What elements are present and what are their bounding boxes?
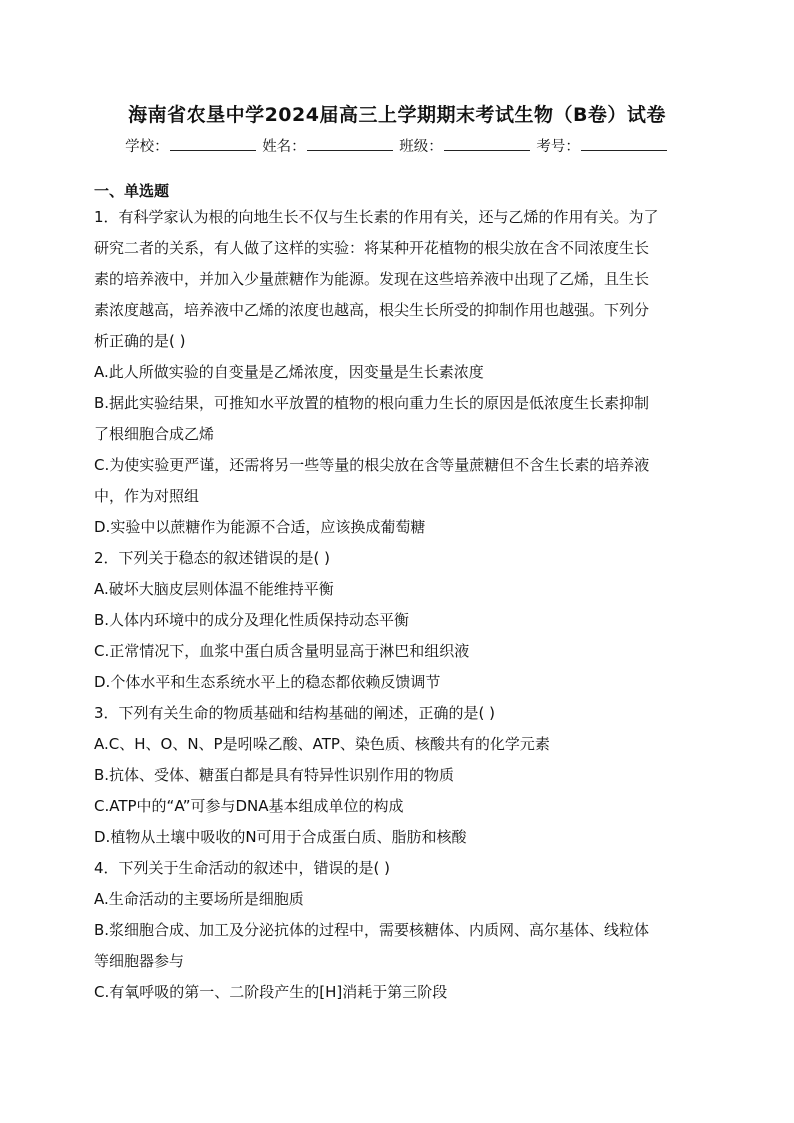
exam-number-blank[interactable] [581,137,667,151]
q1-option-d: D.实验中以蔗糖作为能源不合适，应该换成葡萄糖 [94,518,426,536]
q4-option-b: B.浆细胞合成、加工及分泌抗体的过程中，需要核糖体、内质网、高尔基体、线粒体 [94,921,650,939]
name-label: 姓名： [262,139,306,155]
q4-stem: 4．下列关于生命活动的叙述中，错误的是( ) [94,859,391,877]
q4-option-a: A.生命活动的主要场所是细胞质 [94,890,304,908]
q1-option-c-cont: 中，作为对照组 [94,487,200,505]
q2-option-d: D.个体水平和生态系统水平上的稳态都依赖反馈调节 [94,673,441,691]
student-info-row [0,135,794,156]
q3-option-a: A.C、H、O、N、P是吲哚乙酸、ATP、染色质、核酸共有的化学元素 [94,735,550,753]
school-blank[interactable] [170,137,256,151]
name-blank[interactable] [307,137,393,151]
school-label: 学校： [125,139,169,155]
section-heading: 一、单选题 [94,182,170,200]
q1-stem-line: 1．有科学家认为根的向地生长不仅与生长素的作用有关，还与乙烯的作用有关。为了 [94,208,659,226]
q1-option-a: A.此人所做实验的自变量是乙烯浓度，因变量是生长素浓度 [94,363,484,381]
q2-option-c: C.正常情况下，血浆中蛋白质含量明显高于淋巴和组织液 [94,642,470,660]
q1-option-b: B.据此实验结果，可推知水平放置的植物的根向重力生长的原因是低浓度生长素抑制 [94,394,650,412]
q2-stem: 2．下列关于稳态的叙述错误的是( ) [94,549,331,567]
class-label: 班级： [399,139,443,155]
q1-stem-line: 素的培养液中，并加入少量蔗糖作为能源。发现在这些培养液中出现了乙烯，且生长 [94,270,650,288]
q3-option-b: B.抗体、受体、糖蛋白都是具有特异性识别作用的物质 [94,766,455,784]
question-body [94,181,698,1008]
class-blank[interactable] [444,137,530,151]
q4-option-b-cont: 等细胞器参与 [94,952,185,970]
q1-option-c: C.为使实验更严谨，还需将另一些等量的根尖放在含等量蔗糖但不含生长素的培养液 [94,456,650,474]
q3-stem: 3．下列有关生命的物质基础和结构基础的阐述，正确的是( ) [94,704,496,722]
exam-number-label: 考号： [536,139,580,155]
q1-option-b-cont: 了根细胞合成乙烯 [94,425,215,443]
q2-option-a: A.破坏大脑皮层则体温不能维持平衡 [94,580,334,598]
q1-stem-line: 研究二者的关系，有人做了这样的实验：将某种开花植物的根尖放在含不同浓度生长 [94,239,650,257]
q2-option-b: B.人体内环境中的成分及理化性质保持动态平衡 [94,611,410,629]
q3-option-c: C.ATP中的“A”可参与DNA基本组成单位的构成 [94,797,404,815]
exam-title: 海南省农垦中学2024届高三上学期期末考试生物（B卷）试卷 [128,104,666,126]
q1-stem-line: 析正确的是( ) [94,332,186,350]
q1-stem-line: 素浓度越高，培养液中乙烯的浓度也越高，根尖生长所受的抑制作用也越强。下列分 [94,301,650,319]
q3-option-d: D.植物从土壤中吸收的N可用于合成蛋白质、脂肪和核酸 [94,828,467,846]
q4-option-c: C.有氧呼吸的第一、二阶段产生的[H]消耗于第三阶段 [94,983,448,1001]
